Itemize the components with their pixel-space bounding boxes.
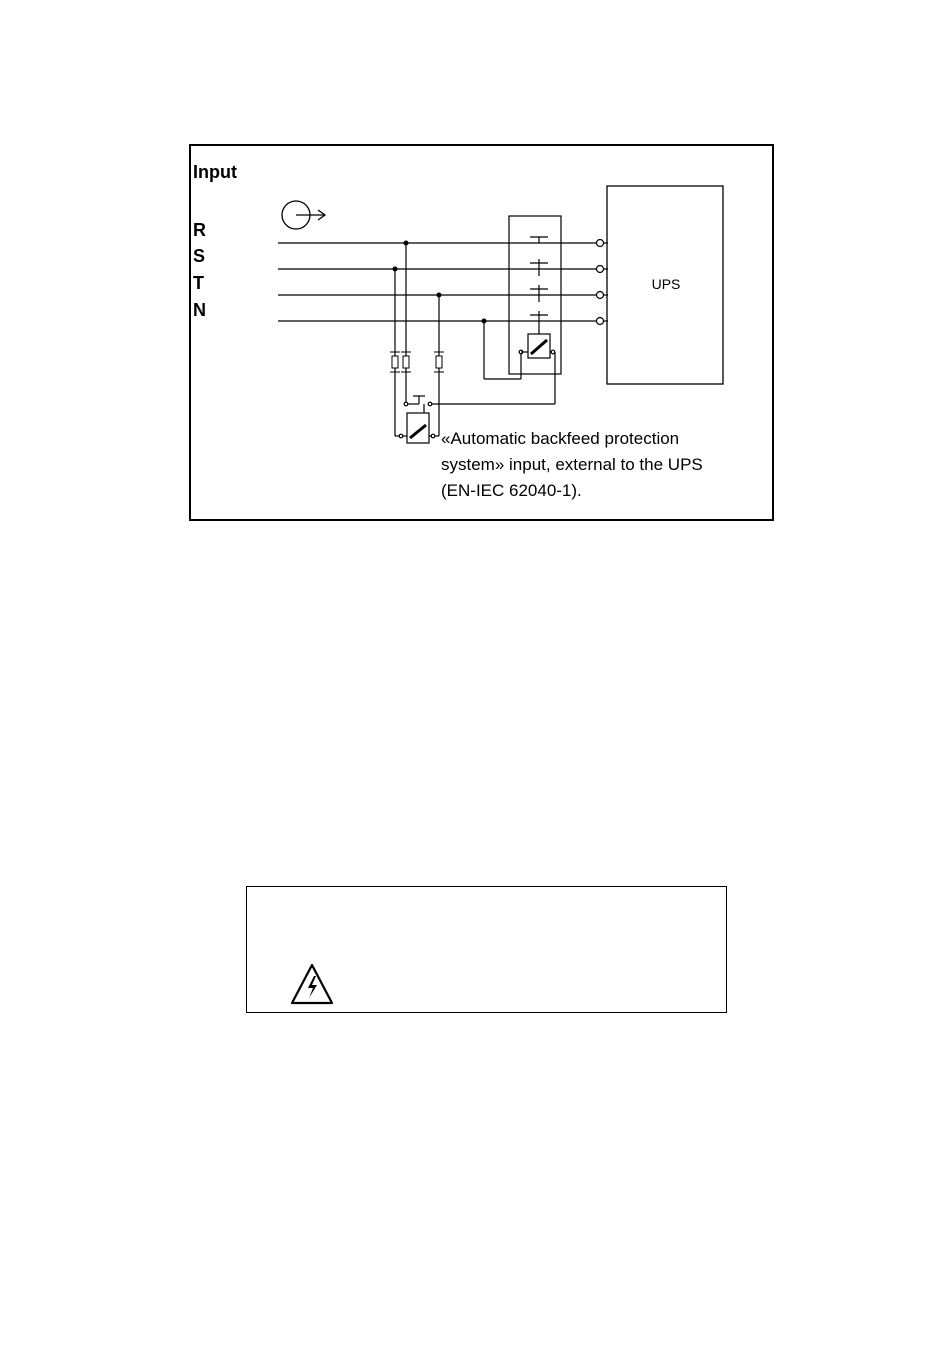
phase-label-s: S [193, 246, 206, 266]
sense-wires [395, 243, 439, 436]
input-label: Input [193, 162, 237, 182]
ups-input-terminals [550, 240, 608, 325]
internal-coil-icon [484, 321, 555, 404]
phase-label-r: R [193, 220, 206, 240]
phase-rotation-icon [282, 201, 325, 229]
switch-contacts [528, 237, 550, 334]
fuse-icons [390, 352, 444, 372]
phase-label-t: T [193, 273, 204, 293]
ups-label: UPS [651, 276, 681, 292]
external-contactor-icon [404, 396, 555, 413]
note-line-2: system» input, external to the UPS [441, 455, 703, 474]
external-coil-icon [395, 413, 439, 443]
high-voltage-warning-icon [290, 963, 334, 1005]
phase-label-n: N [193, 300, 206, 320]
note-line-1: «Automatic backfeed protection [441, 429, 680, 448]
warning-box [246, 886, 727, 1013]
phase-lines [278, 243, 528, 321]
note-line-3: (EN-IEC 62040-1). [441, 481, 582, 500]
wiring-diagram [0, 0, 950, 560]
